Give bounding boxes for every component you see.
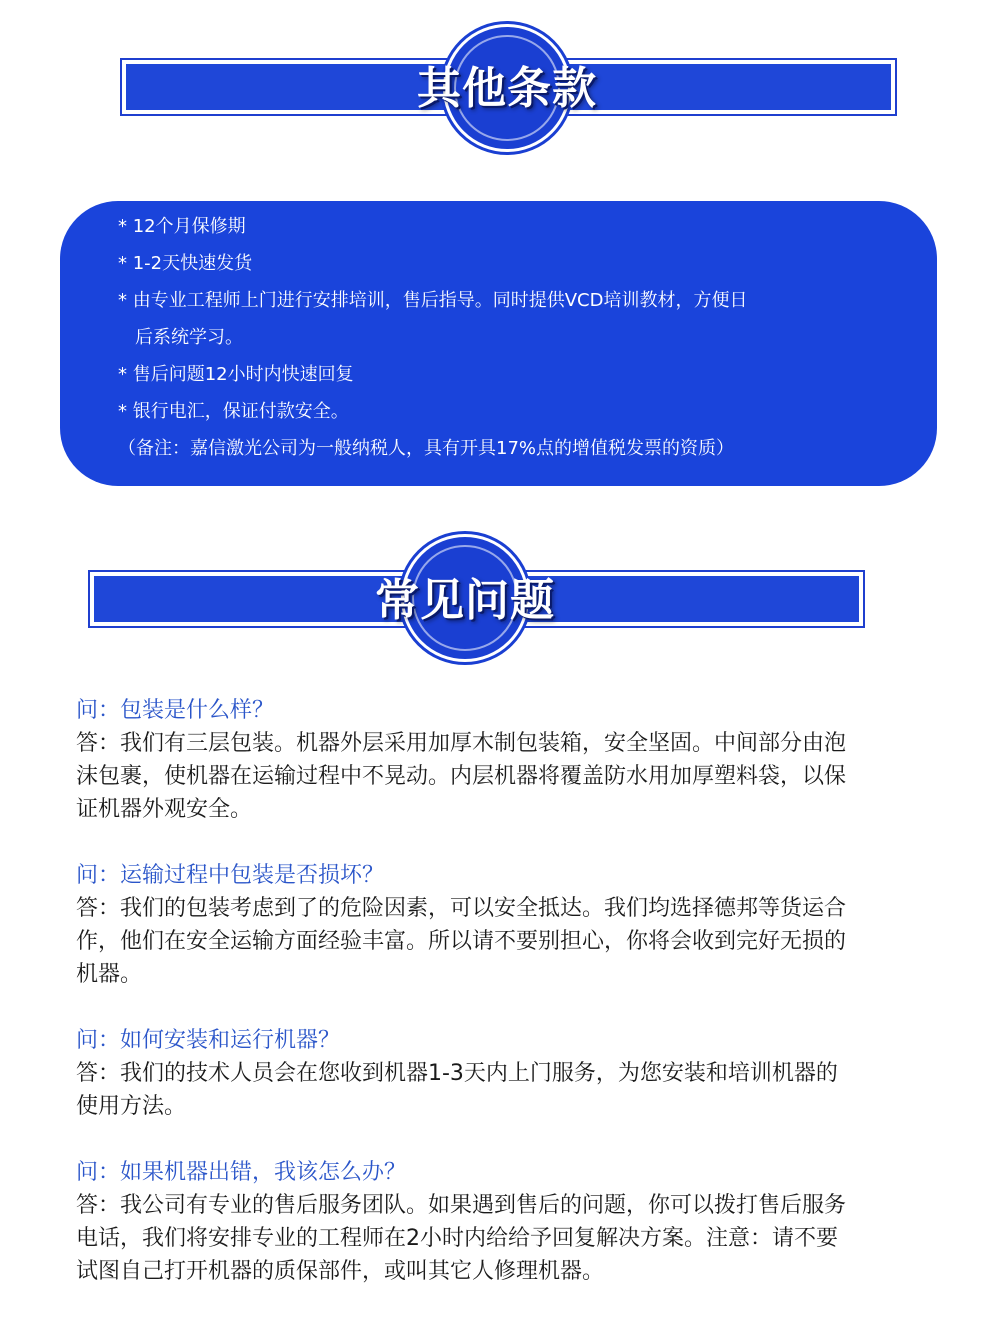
terms-line-warranty: * 12个月保修期 [118, 216, 246, 237]
faq-item-shipping-damage [76, 859, 926, 991]
faq-question: 问：运输过程中包装是否损坏？ [76, 863, 385, 888]
faq-answer-line: 试图自己打开机器的质保部件，或叫其它人修理机器。 [76, 1259, 605, 1284]
faq-answer-line: 机器。 [76, 962, 143, 987]
faq-answer-line: 证机器外观安全。 [76, 797, 253, 822]
faq-item-packaging [76, 694, 926, 826]
faq-question: 问：如何安装和运行机器？ [76, 1028, 341, 1053]
terms-header-title: 其他条款 [417, 63, 597, 114]
faq-answer-line: 答：我们的技术人员会在您收到机器1-3天内上门服务，为您安装和培训机器的 [76, 1061, 838, 1086]
faq-answer-line: 答：我们有三层包装。机器外层采用加厚木制包装箱，安全坚固。中间部分由泡 [76, 731, 847, 756]
faq-item-installation [76, 1024, 926, 1123]
faq-answer-line: 答：我公司有专业的售后服务团队。如果遇到售后的问题，你可以拨打售后服务 [76, 1193, 847, 1218]
faq-list [76, 694, 926, 1321]
faq-answer-line: 使用方法。 [76, 1094, 187, 1119]
faq-answer-line: 答：我们的包装考虑到了的危险因素，可以安全抵达。我们均选择德邦等货运合 [76, 896, 847, 921]
faq-answer-line: 沫包裹，使机器在运输过程中不晃动。内层机器将覆盖防水用加厚塑料袋，以保 [76, 764, 847, 789]
faq-question: 问：包装是什么样？ [76, 698, 275, 723]
terms-line-training: * 由专业工程师上门进行安排培训，售后指导。同时提供VCD培训教材，方便日 [118, 290, 748, 311]
terms-line-payment: * 银行电汇，保证付款安全。 [118, 401, 349, 422]
terms-line-response: * 售后问题12小时内快速回复 [118, 364, 354, 385]
faq-header-title: 常见问题 [375, 575, 555, 626]
terms-line-training-cont: 后系统学习。 [135, 327, 243, 348]
faq-item-malfunction [76, 1156, 926, 1288]
terms-list [118, 208, 898, 467]
terms-line-shipping: * 1-2天快速发货 [118, 253, 253, 274]
faq-question: 问：如果机器出错，我该怎么办？ [76, 1160, 407, 1185]
faq-answer-line: 电话，我们将安排专业的工程师在2小时内给给予回复解决方案。注意：请不要 [76, 1226, 838, 1251]
faq-answer-line: 作，他们在安全运输方面经验丰富。所以请不要别担心，你将会收到完好无损的 [76, 929, 847, 954]
terms-line-note: （备注：嘉信激光公司为一般纳税人，具有开具17%点的增值税发票的资质） [118, 438, 735, 459]
